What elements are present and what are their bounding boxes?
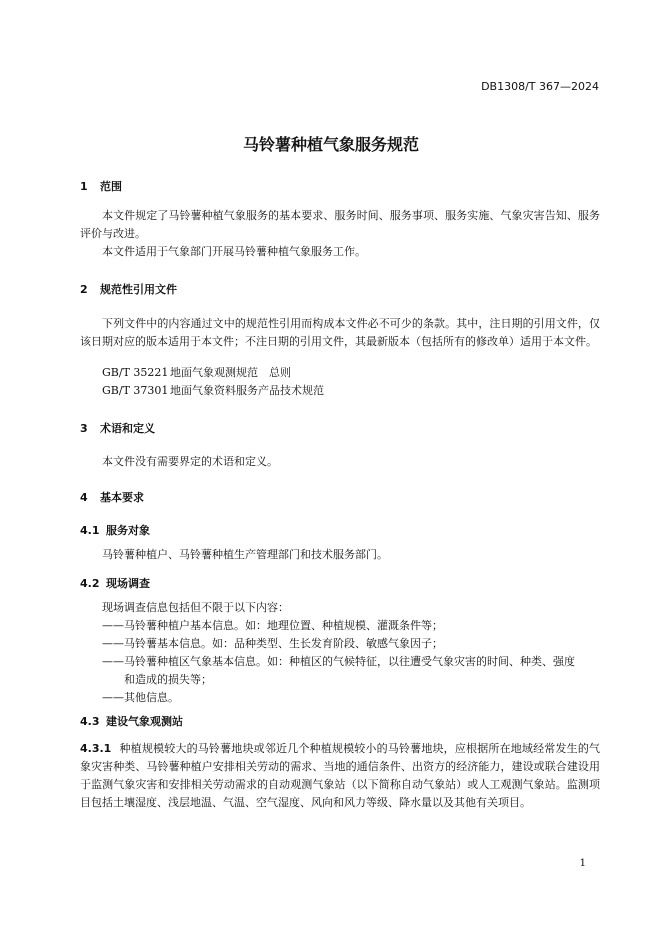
reference-code: GB/T 37301 — [102, 384, 169, 397]
section-2-heading — [80, 281, 177, 297]
list-item: ——马铃薯基本信息。如：品种类型、生长发育阶段、敏感气象因子； — [102, 637, 443, 650]
section-title: 现场调查 — [106, 577, 150, 590]
section-2-paragraph-1: 下列文件中的内容通过文中的规范性引用而构成本文件必不可少的条款。其中，注日期的引用文件，仅该日期对应的版本适用于本文件；不注日期的引用文件，其最新版本（包括所有的修改单）适用于本文件。 — [80, 317, 600, 348]
list-item: ——其他信息。 — [102, 691, 179, 704]
section-number: 1 — [80, 180, 88, 193]
reference-item — [102, 364, 291, 382]
reference-code: GB/T 35221 — [102, 366, 169, 379]
section-number: 3 — [80, 422, 88, 435]
section-4-1-heading — [80, 522, 150, 538]
section-3-heading — [80, 420, 155, 436]
section-number: 4.3 — [80, 715, 100, 728]
section-title: 基本要求 — [100, 491, 144, 504]
clause-text: 种植规模较大的马铃薯地块或邻近几个种植规模较小的马铃薯地块，应根据所在地域经常发生的气象灾害种类、马铃薯种植户安排相关劳动的需求、当地的通信条件、出资方的经济能力，建设或联合建设用于监测气象灾害和安排相关劳动需求的自动观测气象站（以下简称自动气象站）或人工观测气象站。监测项目包括土壤湿度、浅层地温、气温、空气湿度、风向和风力等级、降水量以及其他有关项目。 — [80, 742, 600, 809]
list-item: ——马铃薯种植户基本信息。如：地理位置、种植规模、灌溉条件等； — [102, 619, 443, 632]
reference-title: 地面气象资料服务产品技术规范 — [170, 384, 324, 397]
section-4-1-paragraph: 马铃薯种植户、马铃薯种植生产管理部门和技术服务部门。 — [102, 548, 388, 561]
section-1-heading — [80, 178, 122, 194]
section-number: 4.1 — [80, 524, 100, 537]
page-number: 1 — [579, 858, 586, 869]
list-item: ——马铃薯种植区气象基本信息。如：种植区的气候特征，以往遭受气象灾害的时间、种类、强度 — [102, 655, 575, 668]
section-3-paragraph-1: 本文件没有需要界定的术语和定义。 — [102, 455, 278, 468]
standard-number: DB1308/T 367—2024 — [481, 80, 599, 93]
document-title: 马铃薯种植气象服务规范 — [242, 135, 419, 154]
section-number: 4 — [80, 491, 88, 504]
section-4-3-heading — [80, 713, 183, 729]
section-4-heading — [80, 489, 144, 505]
reference-title: 地面气象观测规范 总则 — [170, 366, 291, 379]
section-title: 范围 — [100, 180, 122, 193]
section-title: 规范性引用文件 — [100, 283, 177, 296]
section-4-2-heading — [80, 575, 150, 591]
list-item-continuation: 和造成的损失等； — [124, 673, 212, 686]
survey-intro: 现场调查信息包括但不限于以下内容： — [102, 601, 289, 614]
reference-item — [102, 382, 324, 400]
clause-number: 4.3.1 — [80, 742, 112, 755]
section-title: 术语和定义 — [100, 422, 155, 435]
clause-4-3-1 — [80, 740, 600, 812]
section-number: 2 — [80, 283, 88, 296]
section-title: 服务对象 — [106, 524, 150, 537]
section-1-paragraph-1: 本文件规定了马铃薯种植气象服务的基本要求、服务时间、服务事项、服务实施、气象灾害告知、服务评价与改进。 — [80, 209, 600, 240]
section-1-paragraph-2: 本文件适用于气象部门开展马铃薯种植气象服务工作。 — [102, 245, 366, 258]
section-title: 建设气象观测站 — [106, 715, 183, 728]
section-number: 4.2 — [80, 577, 100, 590]
